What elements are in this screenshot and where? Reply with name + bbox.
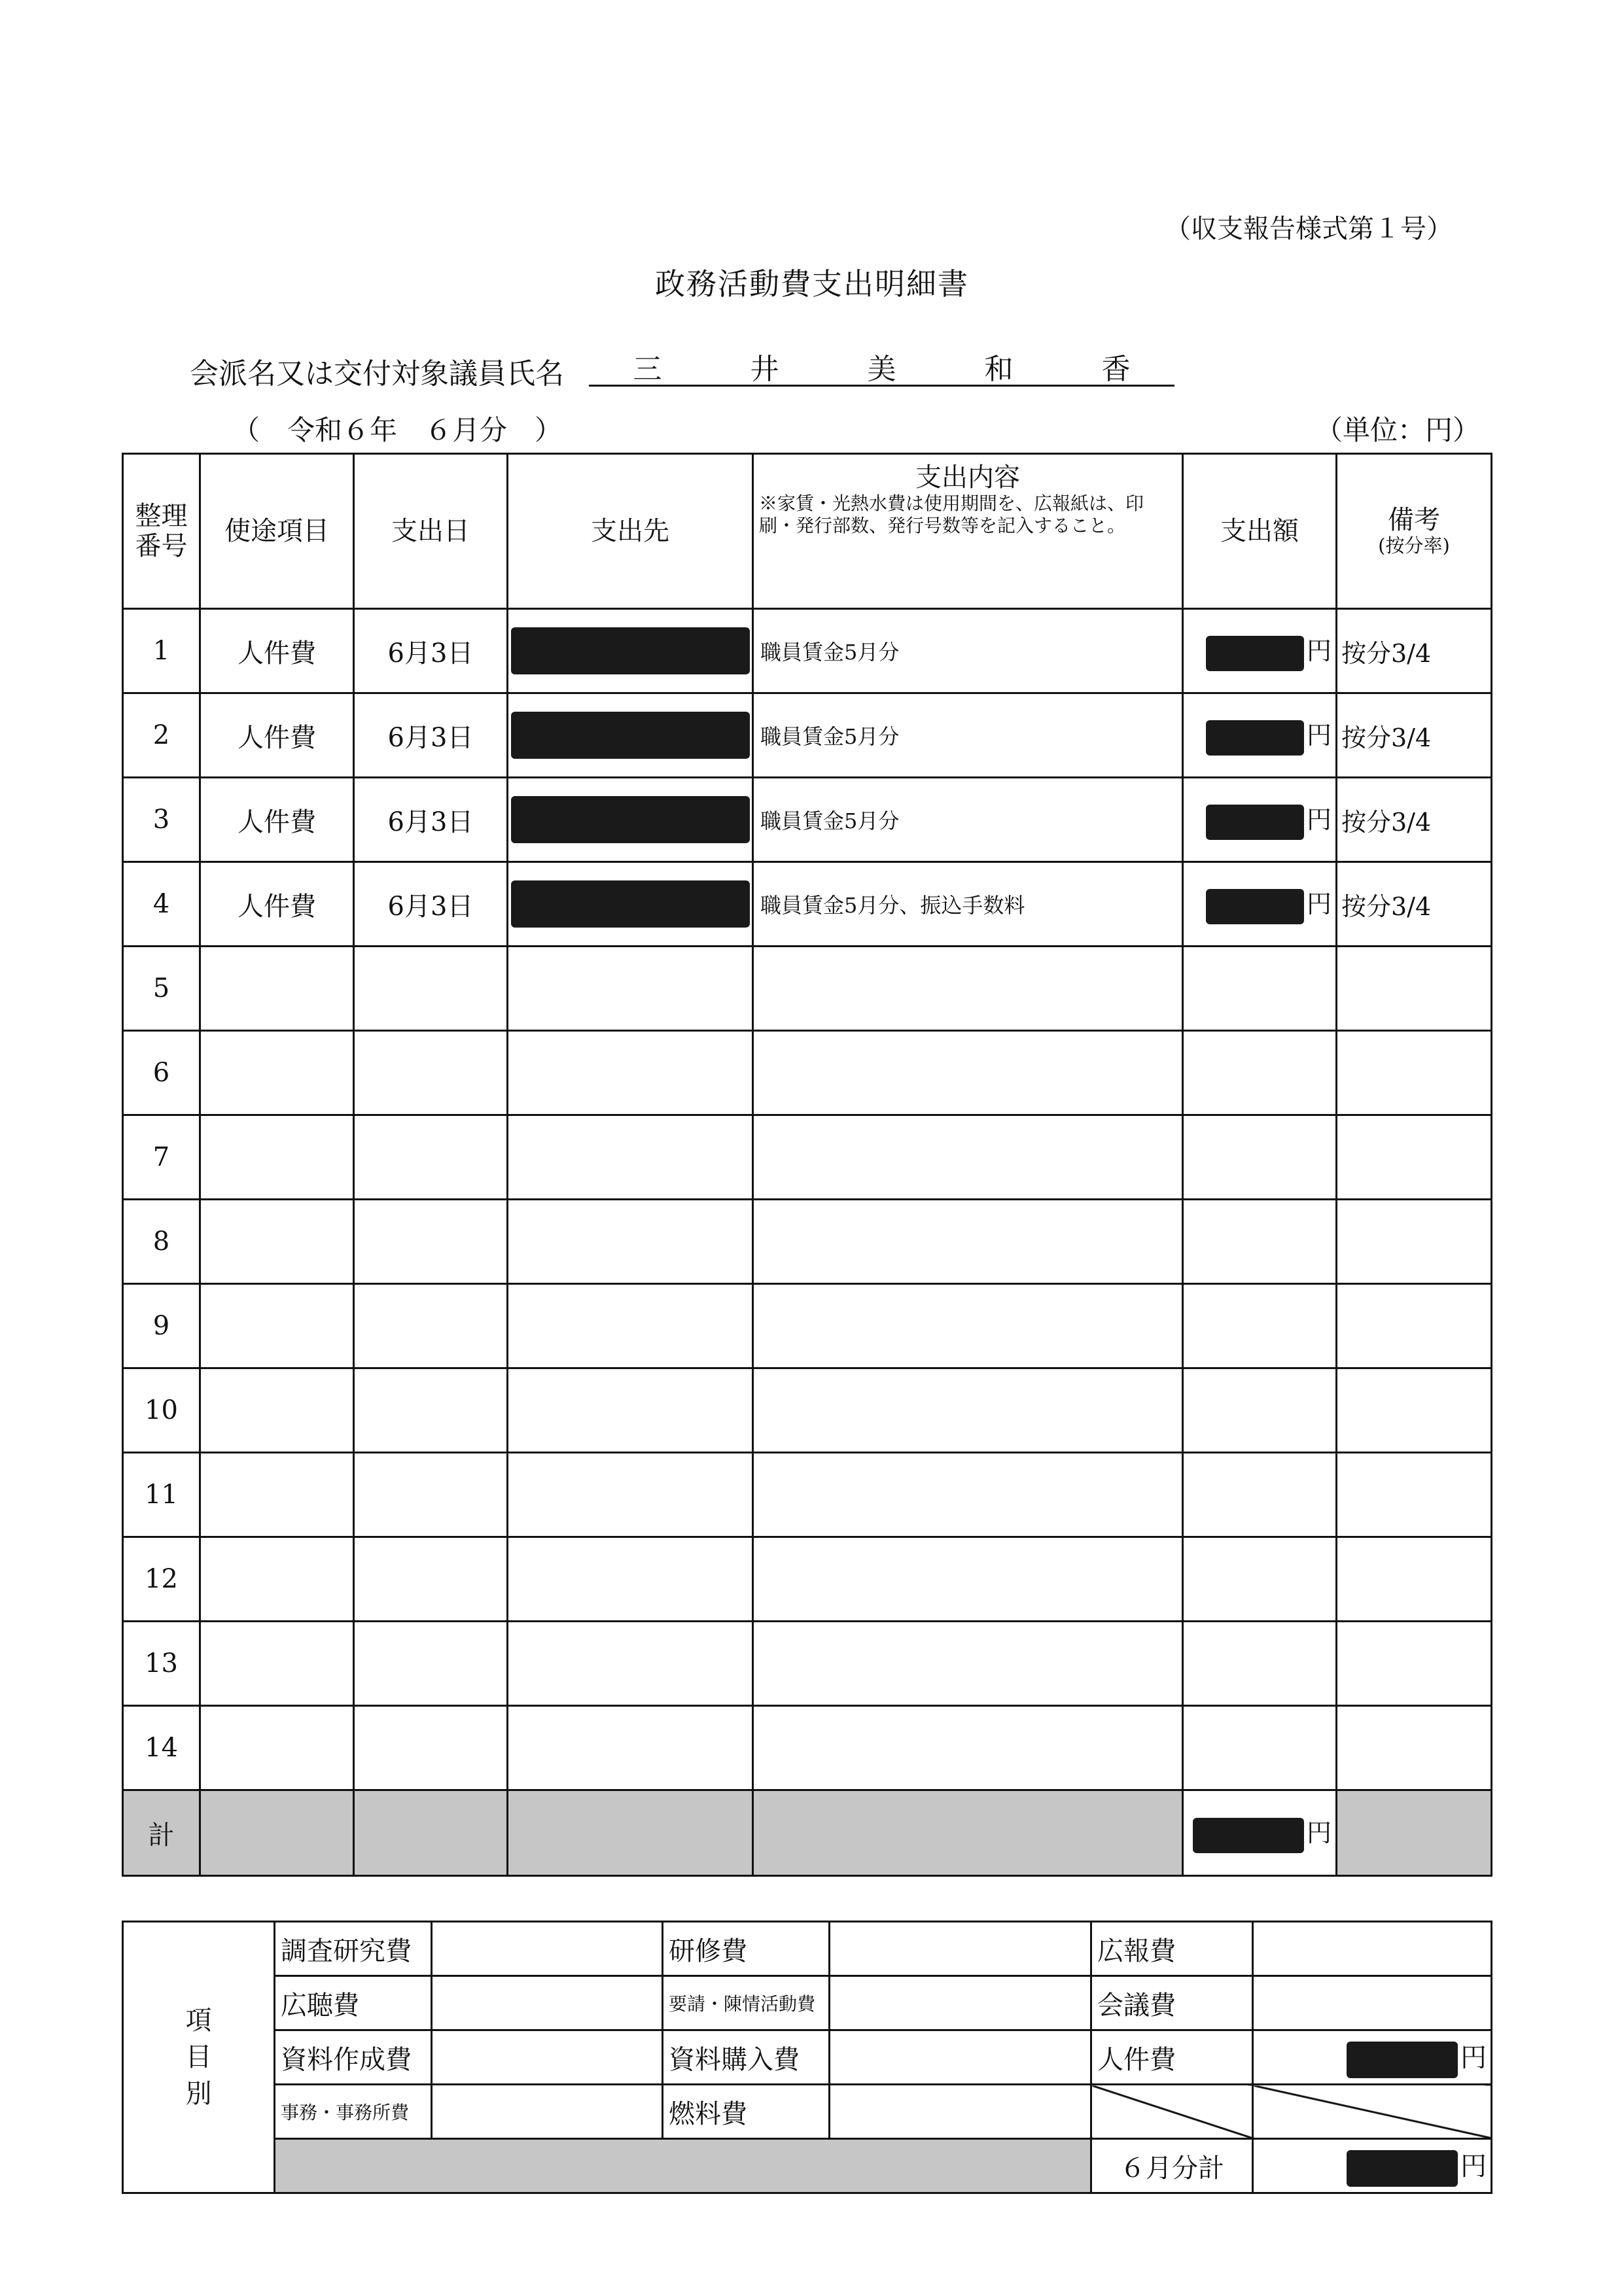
row-no: 6: [123, 1031, 200, 1115]
row-category: [200, 1368, 354, 1453]
col-date: 支出日: [354, 454, 508, 609]
expenditure-table: [122, 453, 1492, 1877]
row-category: [200, 947, 354, 1031]
row-content: [753, 1622, 1183, 1706]
row-date: [354, 947, 508, 1031]
summary-diagonal-cell: [1091, 2085, 1253, 2139]
table-row: [123, 1115, 1492, 1200]
summary-hearing-label: 広聴費: [275, 1976, 432, 2030]
total-label: 計: [123, 1790, 200, 1876]
table-row: [123, 1622, 1492, 1706]
member-name-char: 美: [867, 353, 896, 386]
row-category: [200, 1200, 354, 1284]
row-remark: [1337, 1031, 1492, 1115]
table-row: [123, 1200, 1492, 1284]
summary-training-value: [830, 1922, 1091, 1976]
row-no: 4: [123, 862, 200, 947]
row-remark: [1337, 1115, 1492, 1200]
member-label: 会派名又は交付対象議員氏名: [190, 357, 564, 391]
row-no: 3: [123, 778, 200, 862]
row-payee: [508, 609, 753, 693]
row-remark: [1337, 1537, 1492, 1622]
row-category: 人件費: [200, 778, 354, 862]
category-summary-table: [122, 1921, 1492, 2194]
row-payee: [508, 1622, 753, 1706]
member-name-char: 香: [1101, 353, 1131, 386]
redaction-block: [511, 880, 750, 928]
row-category: 人件費: [200, 609, 354, 693]
col-remark: [1337, 454, 1492, 609]
row-category: [200, 1453, 354, 1537]
summary-side-label: [123, 1922, 275, 2193]
member-name-char: 和: [984, 353, 1014, 386]
redaction-block: [1193, 1818, 1304, 1853]
row-payee: [508, 947, 753, 1031]
form-number: （収支報告様式第１号）: [1165, 214, 1453, 244]
row-remark: 按分3/4: [1337, 693, 1492, 778]
total-amount: [1183, 1790, 1337, 1876]
row-no: 5: [123, 947, 200, 1031]
row-remark: 按分3/4: [1337, 778, 1492, 862]
row-date: [354, 1368, 508, 1453]
summary-personnel-label: 人件費: [1091, 2030, 1253, 2085]
total-empty: [1337, 1790, 1492, 1876]
member-name-char: 井: [750, 353, 779, 386]
row-category: [200, 1706, 354, 1790]
row-date: [354, 1284, 508, 1368]
row-amount: [1183, 1622, 1337, 1706]
row-remark: 按分3/4: [1337, 609, 1492, 693]
row-date: [354, 1200, 508, 1284]
row-remark: [1337, 1368, 1492, 1453]
total-empty: [200, 1790, 354, 1876]
row-no: 8: [123, 1200, 200, 1284]
row-content: [753, 1537, 1183, 1622]
row-remark: [1337, 947, 1492, 1031]
redaction-block: [1206, 720, 1304, 756]
row-amount: [1183, 1537, 1337, 1622]
row-amount: [1183, 1453, 1337, 1537]
row-date: [354, 1622, 508, 1706]
row-amount: [1183, 609, 1337, 693]
side-label-char: 項: [185, 2006, 212, 2036]
summary-office-value: [432, 2085, 663, 2139]
table-header-row: [123, 454, 1492, 609]
row-payee: [508, 693, 753, 778]
summary-pr-label: 広報費: [1091, 1922, 1253, 1976]
row-remark: [1337, 1706, 1492, 1790]
summary-diagonal-cell: [1253, 2085, 1492, 2139]
row-amount: [1183, 947, 1337, 1031]
row-category: 人件費: [200, 862, 354, 947]
summary-fuel-label: 燃料費: [663, 2085, 830, 2139]
period: （ 令和６年 ６月分 ）: [232, 414, 563, 446]
member-name: [589, 345, 1174, 387]
summary-petition-value: [830, 1976, 1091, 2030]
row-remark: [1337, 1284, 1492, 1368]
row-content: [753, 1706, 1183, 1790]
summary-materials-purchase-label: 資料購入費: [663, 2030, 830, 2085]
side-label-char: 目: [185, 2042, 212, 2072]
col-amount: 支出額: [1183, 454, 1337, 609]
row-payee: [508, 1368, 753, 1453]
row-content: 職員賃金5月分: [753, 609, 1183, 693]
summary-petition-label: 要請・陳情活動費: [663, 1976, 830, 2030]
col-content-title: 支出内容: [915, 462, 1020, 493]
row-payee: [508, 1200, 753, 1284]
col-no: 整理番号: [123, 454, 200, 609]
row-amount: [1183, 693, 1337, 778]
row-content: [753, 1031, 1183, 1115]
row-date: 6月3日: [354, 862, 508, 947]
col-content: [753, 454, 1183, 609]
row-no: 9: [123, 1284, 200, 1368]
row-category: [200, 1031, 354, 1115]
summary-meeting-label: 会議費: [1091, 1976, 1253, 2030]
yen-unit: 円: [1306, 890, 1332, 919]
col-remark-title: 備考: [1388, 505, 1440, 536]
row-content: [753, 1368, 1183, 1453]
month-total-label: ６月分計: [1091, 2139, 1253, 2193]
table-row: [123, 1368, 1492, 1453]
row-no: 1: [123, 609, 200, 693]
row-payee: [508, 1453, 753, 1537]
row-no: 7: [123, 1115, 200, 1200]
redaction-block: [1347, 2150, 1458, 2187]
redaction-block: [511, 627, 750, 674]
row-content: [753, 1284, 1183, 1368]
row-payee: [508, 1284, 753, 1368]
table-row: [123, 778, 1492, 862]
row-remark: [1337, 1200, 1492, 1284]
summary-materials-creation-label: 資料作成費: [275, 2030, 432, 2085]
row-remark: 按分3/4: [1337, 862, 1492, 947]
summary-research-label: 調査研究費: [275, 1922, 432, 1976]
row-category: [200, 1622, 354, 1706]
row-payee: [508, 1115, 753, 1200]
row-category: 人件費: [200, 693, 354, 778]
table-row: [123, 693, 1492, 778]
row-amount: [1183, 1031, 1337, 1115]
row-date: [354, 1115, 508, 1200]
redaction-block: [1206, 636, 1304, 671]
row-amount: [1183, 1200, 1337, 1284]
yen-unit: 円: [1460, 2151, 1487, 2182]
redaction-block: [511, 712, 750, 759]
total-empty: [354, 1790, 508, 1876]
yen-unit: 円: [1306, 636, 1332, 666]
redaction-block: [511, 796, 750, 843]
row-content: [753, 1200, 1183, 1284]
row-amount: [1183, 1706, 1337, 1790]
row-content: 職員賃金5月分: [753, 693, 1183, 778]
row-date: [354, 1537, 508, 1622]
row-date: 6月3日: [354, 693, 508, 778]
row-payee: [508, 1706, 753, 1790]
row-category: [200, 1284, 354, 1368]
row-date: [354, 1706, 508, 1790]
month-total-value: [1253, 2139, 1492, 2193]
row-content: 職員賃金5月分、振込手数料: [753, 862, 1183, 947]
summary-training-label: 研修費: [663, 1922, 830, 1976]
summary-research-value: [432, 1922, 663, 1976]
member-name-char: 三: [633, 353, 662, 386]
redaction-block: [1347, 2042, 1458, 2078]
row-category: [200, 1115, 354, 1200]
row-payee: [508, 1537, 753, 1622]
table-row: [123, 1284, 1492, 1368]
row-no: 14: [123, 1706, 200, 1790]
row-amount: [1183, 1115, 1337, 1200]
table-row: [123, 609, 1492, 693]
row-date: [354, 1453, 508, 1537]
redaction-block: [1206, 805, 1304, 840]
row-date: 6月3日: [354, 778, 508, 862]
summary-meeting-value: [1253, 1976, 1492, 2030]
row-amount: [1183, 778, 1337, 862]
row-no: 12: [123, 1537, 200, 1622]
table-row: [123, 1453, 1492, 1537]
row-content: [753, 1115, 1183, 1200]
yen-unit: 円: [1460, 2042, 1487, 2073]
yen-unit: 円: [1306, 721, 1332, 750]
col-payee: 支出先: [508, 454, 753, 609]
summary-materials-purchase-value: [830, 2030, 1091, 2085]
table-row: [123, 947, 1492, 1031]
col-category: 使途項目: [200, 454, 354, 609]
unit-label: （単位：円）: [1315, 414, 1481, 446]
summary-materials-creation-value: [432, 2030, 663, 2085]
summary-pr-value: [1253, 1922, 1492, 1976]
table-row: [123, 1031, 1492, 1115]
row-payee: [508, 778, 753, 862]
row-amount: [1183, 862, 1337, 947]
row-date: 6月3日: [354, 609, 508, 693]
total-empty: [753, 1790, 1183, 1876]
col-remark-sub: (按分率): [1378, 534, 1450, 557]
summary-fuel-value: [830, 2085, 1091, 2139]
yen-unit: 円: [1306, 1818, 1332, 1848]
yen-unit: 円: [1306, 805, 1332, 835]
table-row: [123, 1537, 1492, 1622]
row-no: 2: [123, 693, 200, 778]
summary-shaded-area: [275, 2139, 1091, 2193]
row-content: [753, 947, 1183, 1031]
row-no: 10: [123, 1368, 200, 1453]
row-no: 11: [123, 1453, 200, 1537]
row-remark: [1337, 1453, 1492, 1537]
row-amount: [1183, 1284, 1337, 1368]
table-row: [123, 1706, 1492, 1790]
summary-office-label: 事務・事務所費: [275, 2085, 432, 2139]
summary-hearing-value: [432, 1976, 663, 2030]
side-label-char: 別: [185, 2079, 212, 2109]
row-content: 職員賃金5月分: [753, 778, 1183, 862]
document-title: 政務活動費支出明細書: [655, 266, 969, 302]
total-empty: [508, 1790, 753, 1876]
row-payee: [508, 1031, 753, 1115]
summary-personnel-value: [1253, 2030, 1492, 2085]
row-amount: [1183, 1368, 1337, 1453]
redaction-block: [1206, 889, 1304, 924]
row-no: 13: [123, 1622, 200, 1706]
row-category: [200, 1537, 354, 1622]
row-payee: [508, 862, 753, 947]
total-row: [123, 1790, 1492, 1876]
row-remark: [1337, 1622, 1492, 1706]
table-row: [123, 862, 1492, 947]
row-date: [354, 1031, 508, 1115]
col-content-note: ※家賃・光熱水費は使用期間を、広報紙は、印刷・発行部数、発行号数等を記入すること。: [759, 493, 1144, 536]
row-content: [753, 1453, 1183, 1537]
